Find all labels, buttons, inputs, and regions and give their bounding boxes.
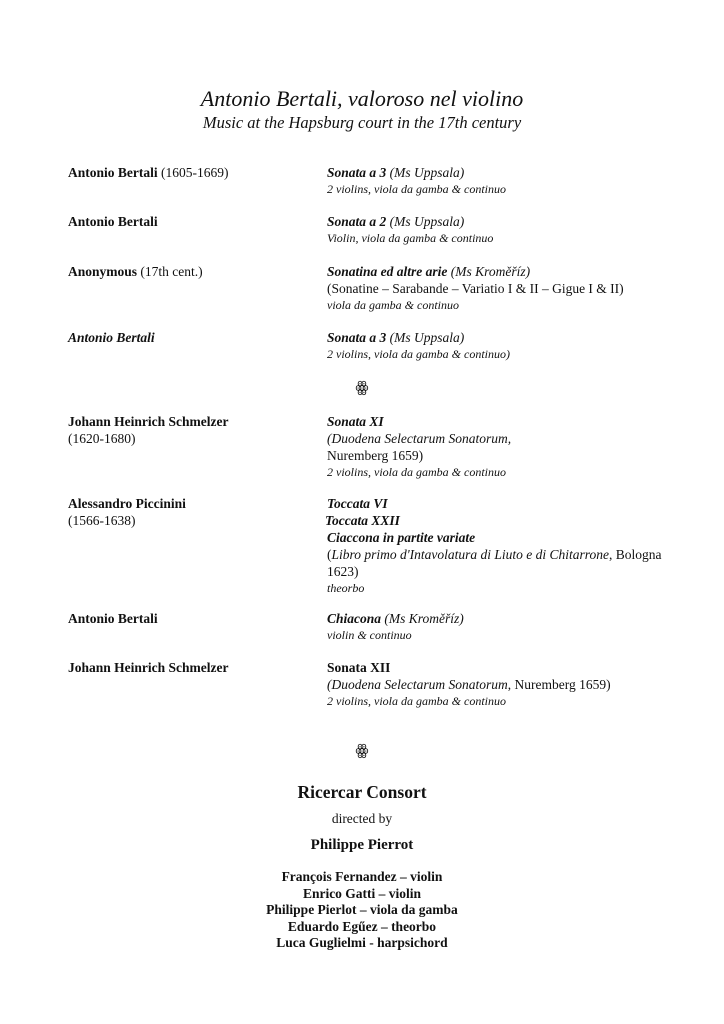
composer-name: Johann Heinrich Schmelzer [68, 660, 229, 675]
composer-name: Antonio Bertali [68, 165, 158, 180]
performer: François Fernandez – violin [281, 869, 443, 884]
composer-name: Antonio Bertali [68, 611, 158, 626]
composer-name: Johann Heinrich Schmelzer [68, 414, 229, 429]
composer [68, 213, 318, 230]
work-source: (Ms Uppsala) [389, 165, 465, 180]
work [325, 495, 662, 597]
work-title: Chiacona [327, 611, 382, 626]
work-source: (Ms Uppsala) [389, 214, 465, 229]
work-title: Sonata a 2 [327, 214, 387, 229]
work [327, 610, 657, 644]
composer [68, 263, 318, 280]
work-source: (Ms Kroměříz) [384, 611, 464, 626]
instrumentation: 2 violins, viola da gamba & continuo [327, 694, 506, 708]
composer [68, 164, 318, 181]
work-title: Toccata VI [327, 496, 388, 511]
performer: Eduardo Egűez – theorbo [287, 918, 437, 934]
work-title: Toccata XXII [325, 513, 400, 528]
performer-list [0, 869, 724, 952]
composer [68, 329, 318, 346]
work-source-place: Nuremberg 1659) [327, 448, 424, 463]
work-title: Sonata a 3 [327, 330, 387, 345]
composer-name: Anonymous [68, 264, 138, 279]
composer-dates: (17th cent.) [140, 264, 203, 279]
instrumentation: 2 violins, viola da gamba & continuo) [327, 347, 510, 361]
work-source: (Ms Uppsala) [389, 330, 465, 345]
composer-name: Antonio Bertali [68, 330, 155, 345]
directed-by-label: directed by [331, 811, 393, 826]
composer-name: Antonio Bertali [68, 214, 158, 229]
director-name: Philippe Pierrot [310, 837, 414, 853]
concert-subtitle: Music at the Hapsburg court in the 17th century [202, 113, 522, 132]
instrumentation: Violin, viola da gamba & continuo [327, 231, 494, 245]
concert-title: Antonio Bertali, valoroso nel violino [200, 86, 524, 111]
work-source-open: ( [327, 547, 332, 562]
ornament-divider: ꙮ [355, 380, 369, 396]
work [327, 659, 657, 710]
performer: Philippe Pierlot – viola da gamba [266, 902, 458, 917]
instrumentation: viola da gamba & continuo [327, 298, 459, 312]
composer-dates: (1605-1669) [161, 165, 229, 180]
work [327, 413, 657, 481]
work-title: Sonata a 3 [327, 165, 387, 180]
work-source: (Duodena Selectarum Sonatorum, [327, 431, 512, 446]
work [327, 213, 657, 247]
work-source: (Ms Kroměříz) [450, 264, 531, 279]
performer: Enrico Gatti – violin [302, 885, 422, 901]
work-title: Ciaccona in partite variate [327, 530, 476, 545]
instrumentation: violin & continuo [327, 628, 412, 642]
work-title: Sonata XI [327, 414, 384, 429]
work [327, 164, 657, 198]
instrumentation: 2 violins, viola da gamba & continuo [327, 182, 506, 196]
instrumentation: theorbo [327, 581, 365, 595]
composer [68, 413, 318, 447]
composer [68, 495, 318, 529]
work-title: Sonata XII [327, 660, 391, 675]
performer: Luca Guglielmi - harpsichord [276, 935, 448, 950]
work [327, 329, 657, 363]
movement-list: (Sonatine – Sarabande – Variatio I & II – Gigue I & II) [327, 281, 624, 296]
composer [68, 659, 318, 676]
ensemble-name: Ricercar Consort [297, 782, 427, 802]
composer-dates: (1620-1680) [68, 431, 136, 446]
work-source-place: , Bologna [609, 547, 662, 562]
composer-dates: (1566-1638) [68, 513, 136, 528]
work-source: Libro primo d'Intavolatura di Liuto e di Chitarrone [331, 547, 610, 562]
work-source: (Duodena Selectarum Sonatorum [327, 677, 508, 692]
work-source-year: 1623) [327, 564, 359, 579]
work [327, 263, 657, 314]
composer [68, 610, 318, 627]
ornament-divider: ꙮ [355, 743, 369, 759]
work-source-place: , Nuremberg 1659) [507, 677, 611, 692]
composer-name: Alessandro Piccinini [68, 496, 186, 511]
work-title: Sonatina ed altre arie [327, 264, 448, 279]
instrumentation: 2 violins, viola da gamba & continuo [327, 465, 506, 479]
